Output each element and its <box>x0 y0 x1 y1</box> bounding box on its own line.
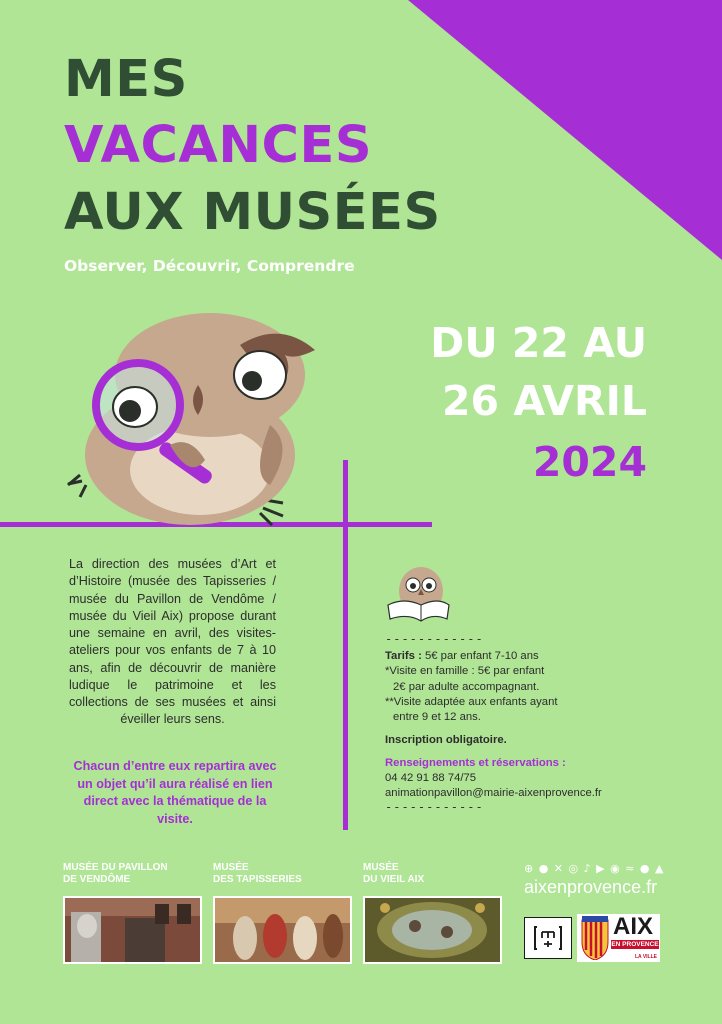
aix-logo-sub: EN PROVENCE <box>611 941 659 948</box>
date-line-2: 26 AVRIL <box>442 377 647 425</box>
museum-name-line-2: DU VIEIL AIX <box>363 874 425 885</box>
adaptee-line-1: **Visite adaptée aux enfants ayant <box>385 695 558 708</box>
date-year: 2024 <box>532 438 647 486</box>
website-link[interactable]: aixenprovence.fr <box>524 877 658 897</box>
subtitle: Observer, Découvrir, Comprendre <box>64 257 355 275</box>
reading-owl-icon <box>385 563 450 623</box>
coat-of-arms-icon <box>580 916 610 960</box>
callout-paragraph: Chacun d’entre eux repartira avec un objet qu’il aura réalisé en lien direct avec la thématique de la visite. <box>73 759 277 826</box>
museum-name-line-2: DES TAPISSERIES <box>213 874 302 885</box>
renseignements-heading: Renseignements et réservations : <box>385 756 566 769</box>
aix-en-provence-logo <box>577 914 660 962</box>
adaptee-line-2: entre 9 et 12 ans. <box>393 711 481 723</box>
title-line-1: MES <box>64 50 188 109</box>
vertical-divider <box>343 460 348 830</box>
museum-name-line-1: MUSÉE DU PAVILLON <box>63 862 168 873</box>
title-line-3: AUX MUSÉES <box>64 183 441 242</box>
museum-pavillon-vendome <box>63 862 168 890</box>
m-logo <box>524 917 572 959</box>
museum-name-line-2: DE VENDÔME <box>63 874 131 885</box>
date-line-1: DU 22 AU <box>430 319 647 367</box>
museum-vieil-aix <box>363 862 424 890</box>
dashes-bottom: ------------ <box>385 800 484 814</box>
dashes-top: ------------ <box>385 632 484 646</box>
phone-number: 04 42 91 88 74/75 <box>385 771 477 784</box>
aix-logo-ville: LA VILLE <box>634 954 657 960</box>
email-address[interactable]: animationpavillon@mairie-aixenprovence.fr <box>385 787 602 799</box>
museum-tapisseries <box>213 862 302 890</box>
inscription-text: Inscription obligatoire. <box>385 734 507 747</box>
social-icons-row[interactable]: ⊕ ● ✕ ◎ ♪ ▶ ◉ ≈ ● ▲ <box>524 862 665 875</box>
tarifs-label: Tarifs : <box>385 650 422 662</box>
info-block <box>385 649 602 801</box>
vieil-aix-photo <box>363 896 502 964</box>
aix-logo-main: AIX <box>613 913 654 940</box>
title-line-2: VACANCES <box>64 116 373 175</box>
pavillon-vendome-photo <box>63 896 202 964</box>
tapisseries-photo <box>213 896 352 964</box>
famille-line-2: 2€ par adulte accompagnant. <box>393 680 540 693</box>
famille-line-1: *Visite en famille : 5€ par enfant <box>385 665 545 678</box>
intro-paragraph: La direction des musées d’Art et d’Histoire (musée des Tapisseries / musée du Pavillon de Vendôme / musée du Vieil Aix) propose durant une semaine en avril, des visites-ateliers pour vos enfants de 7 à 10 ans, afin de découvrir de manière ludique le patrimoine et les collections de ses musées et ainsi éveiller leurs sens. <box>69 557 276 727</box>
tarifs-text: 5€ par enfant 7-10 ans <box>424 650 539 662</box>
owl-with-magnifier-illustration <box>60 305 330 530</box>
museum-name-line-1: MUSÉE <box>213 862 249 873</box>
museum-name-line-1: MUSÉE <box>363 862 399 873</box>
